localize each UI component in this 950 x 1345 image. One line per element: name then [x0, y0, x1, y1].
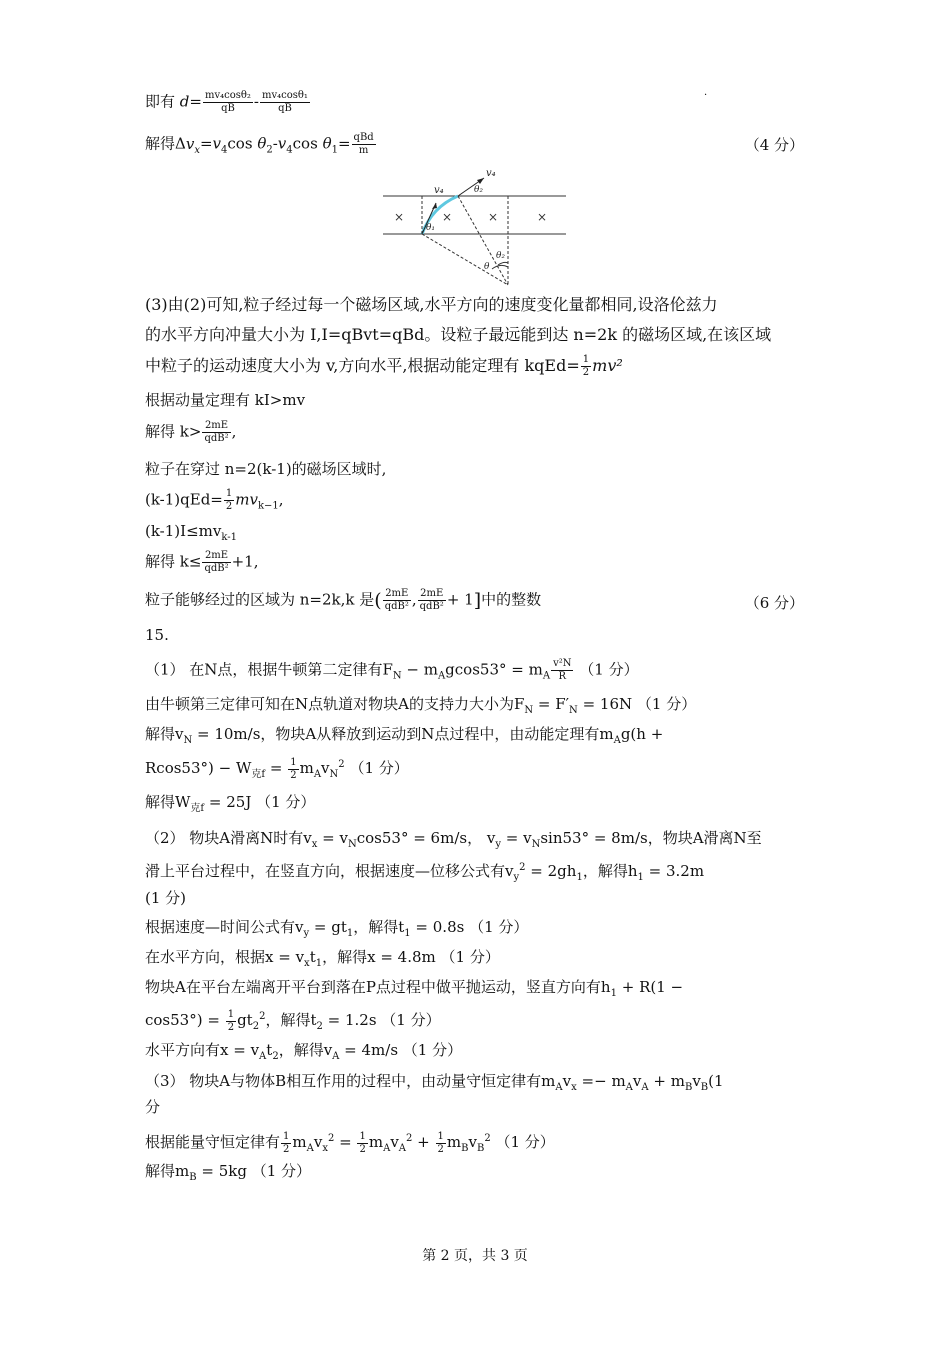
field-mark: ×	[537, 210, 548, 224]
p15-2-line1: （2） 物块A滑离N时有$v_x = v_N\cos 53^\circ = 6m/s$， $v_y = v_N\sin 53^\circ = 8m/s$，物块A滑离N至	[145, 829, 762, 850]
fraction: $\frac{2mE}{\text{qdB²}}$	[419, 588, 444, 612]
label-theta1-bottom: θ	[484, 262, 490, 272]
part3-line4: 根据动量定理有 kI>mv	[145, 391, 306, 409]
label-theta2-top: θ₂	[474, 185, 484, 195]
fraction: $\frac{\text{mv₄cosθ₂}}{qB}$	[204, 90, 251, 114]
fraction: $\frac{1}{2}$	[290, 756, 297, 781]
page-footer: 第 2 页，共 3 页	[422, 1248, 528, 1264]
problem-15-number: 15.	[145, 626, 169, 644]
p15-1-line5: 解得$W_{克f} = 25J$ （1 分）	[145, 793, 316, 814]
fraction: $\frac{1}{2}$	[227, 1008, 235, 1033]
p15-2-line5: 在水平方向，根据$x = v_xt_1$，解得x = 4.8m （1 分）	[145, 948, 500, 969]
part3-line8: $(k-1)I\le mv_{k-1}$	[145, 522, 237, 543]
p15-3-line3: 根据能量守恒定律有 $\frac{1}{2}$ $m_Av_x^2$ = $\frac{1}{2}$ $m_Av_A^2$ + $\frac{1}{2}$ $m_Bv_B^2$ （1 分）	[145, 1130, 555, 1155]
p15-3-line2: 分	[145, 1098, 161, 1116]
field-mark: ×	[442, 210, 453, 224]
part3-line3: 中粒子的运动速度大小为 v,方向水平,根据动能定理有 kqEd= $\frac{1}{2}$ mv²	[145, 354, 623, 378]
p15-3-line1: （3） 物块A与物体B相互作用的过程中，由动量守恒定律有$m_Av_x =- m_Av_A + m_Bv_B(1$	[145, 1072, 724, 1093]
field-mark: ×	[394, 210, 405, 224]
label-theta1: θ₁	[426, 223, 436, 233]
p15-1-line1: （1） 在N点，根据牛顿第二定律有$F_N - m_Agcos53^\circ = m_A$ $\frac{\text{v²N}}{R}$ （1 分）	[145, 658, 639, 682]
part3-line10: 粒子能够经过的区域为 n=2k,k 是( $\frac{2mE}{\text{qdB²}}$ , $\frac{2mE}{\text{qdB²}}$ + 1]中的整数	[145, 588, 542, 612]
stray-dot: ·	[704, 90, 708, 101]
radius-dash-out	[458, 196, 508, 285]
p15-1-line4: $Rcos53^\circ) - W_{克f}$ = $\frac{1}{2}$ $m_Av_N^2$ （1 分）	[145, 756, 409, 781]
fraction: $\frac{1}{2}$	[582, 354, 590, 378]
score-4: （4 分）	[744, 136, 804, 154]
field-mark: ×	[488, 210, 499, 224]
p15-2-line2: 滑上平台过程中，在竖直方向，根据速度—位移公式有$v_y^2 = 2gh_1$，解得$h_1 = 3.2m$	[145, 862, 705, 883]
p15-2-line3: (1 分)	[145, 889, 187, 907]
fraction: $\frac{2mE}{\text{qdB²}}$	[384, 588, 409, 612]
part3-line5: 解得 k> $\frac{2mE}{\text{qdB²}}$ ,	[145, 420, 237, 444]
label-v4-top: v₄	[486, 168, 496, 179]
score-6: （6 分）	[744, 594, 804, 612]
p15-1-line3: 解得$v_N = 10m/s$，物块A从释放到运动到N点过程中，由动能定理有$m_Ag(h$ +	[145, 725, 664, 746]
p15-1-line2: 由牛顿第三定律可知在N点轨道对物块A的支持力大小为$F_N = F'_N = 16N$ （1 分）	[145, 695, 697, 716]
fraction: $\frac{\text{qBd}}{m}$	[353, 132, 374, 156]
magnetic-field-diagram	[380, 165, 570, 290]
fraction: $\frac{2mE}{\text{qdB²}}$	[204, 420, 229, 444]
p15-2-line8: 水平方向有$x = v_At_2$，解得$v_A = 4m/s$ （1 分）	[145, 1041, 463, 1062]
fraction: $\frac{1}{2}$	[437, 1130, 444, 1155]
p15-3-line4: 解得$m_B = 5kg$ （1 分）	[145, 1162, 312, 1183]
p15-2-line6: 物块A在平台左端离开平台到落在P点过程中做平抛运动，竖直方向有$h_1 + R(1$ −	[145, 978, 684, 999]
eq-d-line: 即有 d= $\frac{\text{mv₄cosθ₂}}{qB}$ - $\frac{\text{mv₄cosθ₁}}{qB}$	[145, 90, 308, 114]
fraction: $\frac{1}{2}$	[359, 1130, 366, 1155]
p15-2-line4: 根据速度—时间公式有$v_y = gt_1$，解得$t_1 = 0.8s$ （1 分）	[145, 918, 529, 939]
fraction: $\frac{\text{mv₄cosθ₁}}{qB}$	[261, 90, 308, 114]
part3-line9: 解得 k≤ $\frac{2mE}{\text{qdB²}}$ +1,	[145, 550, 259, 574]
fraction: $\frac{1}{2}$	[225, 488, 233, 512]
fraction: $\frac{2mE}{\text{qdB²}}$	[204, 550, 229, 574]
label-theta2: θ₂	[496, 251, 506, 261]
part3-line2: 的水平方向冲量大小为 I,I=qBvt=qBd。设粒子最远能到达 n=2k 的磁场区域,在该区域	[145, 325, 772, 344]
fraction: $\frac{\text{v²N}}{R}$	[553, 658, 572, 682]
part3-line6: 粒子在穿过 n=2(k-1)的磁场区域时,	[145, 460, 387, 478]
label-v4: v₄	[434, 185, 444, 196]
part3-line1: (3)由(2)可知,粒子经过每一个磁场区域,水平方向的速度变化量都相同,设洛伦兹力	[145, 295, 718, 314]
fraction: $\frac{1}{2}$	[283, 1130, 290, 1155]
p15-2-line7: cos53°) = $\frac{1}{2}$ $gt_2^2$，解得$t_2 = 1.2s$ （1 分）	[145, 1008, 441, 1033]
part3-line7: (k-1)qEd= $\frac{1}{2}$ $mv_{k-1}$,	[145, 488, 284, 512]
result-dvx-line: 解得$\Delta v_x=v_4\cos$ $\theta_2-v_4\cos$ $\theta_1=$ $\frac{\text{qBd}}{m}$	[145, 132, 374, 156]
